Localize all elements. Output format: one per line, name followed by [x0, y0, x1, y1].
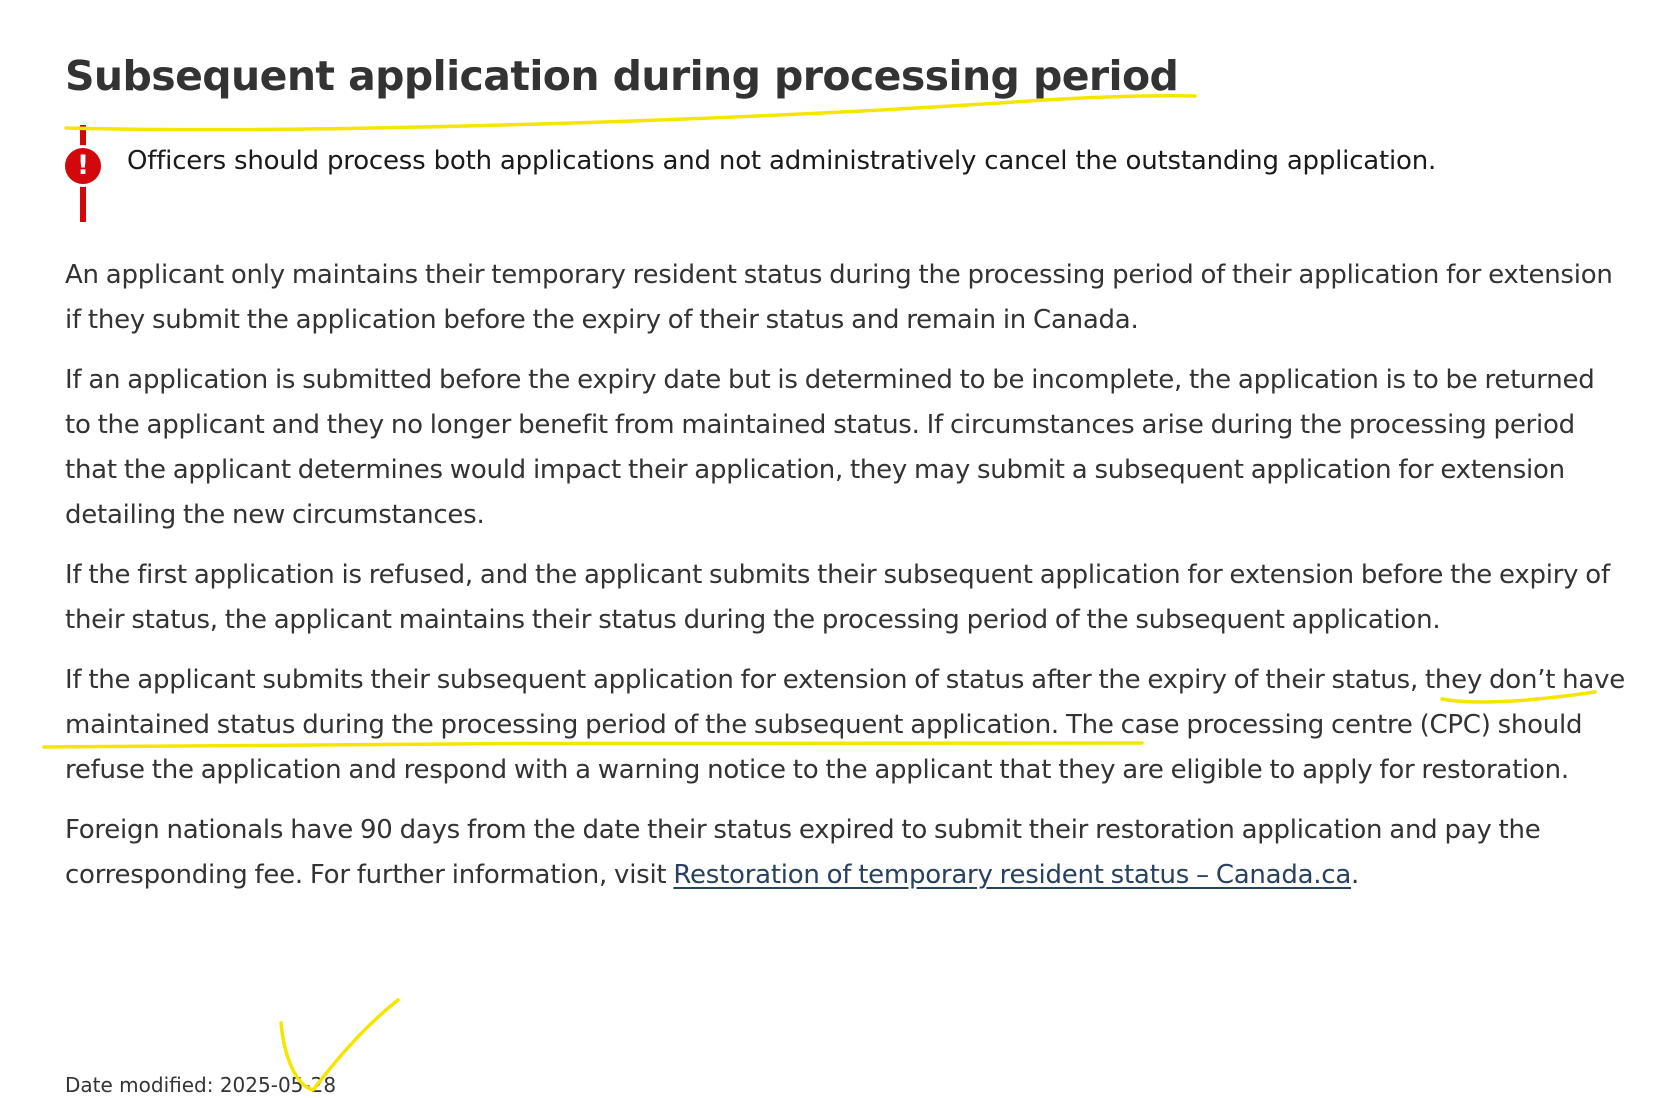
restoration-text: Foreign nationals have 90 days from the date their status expired to submit their restoration application and pay the corresponding fee. For further information, visit	[65, 815, 1541, 890]
alert-text: Officers should process both applications and not administratively cancel the outstanding application.	[127, 146, 1437, 176]
paragraph-incomplete-application: If an application is submitted before the expiry date but is determined to be incomplete, the application is to be returned to the applicant and they no longer benefit from maintained status. If circumstances arise during the processing period that the applicant determines would impact their application, they may submit a subsequent application for extension detailing the new circumstances.	[65, 365, 1595, 530]
paragraph-first-refused: If the first application is refused, and the applicant submits their subsequent application for extension before the expiry of their status, the applicant maintains their status during the processing period of the subsequent application.	[65, 560, 1610, 635]
restoration-period: .	[1351, 860, 1360, 890]
paragraph-restoration	[65, 808, 1625, 898]
date-modified-label: Date modified:	[65, 1073, 220, 1097]
paragraph-maintained-status: An applicant only maintains their temporary resident status during the processing period of their application for extension if they submit the application before the expiry of their status and remain in Canada.	[65, 260, 1613, 335]
main-body	[65, 253, 1625, 913]
exclamation-circle-icon: !	[62, 145, 104, 187]
restoration-link[interactable]: Restoration of temporary resident status – Canada.ca	[673, 860, 1352, 890]
danger-alert	[65, 122, 1605, 222]
page-title: Subsequent application during processing period	[65, 52, 1179, 100]
paragraph-after-expiry: If the applicant submits their subsequent application for extension of status after the expiry of their status, they don’t have maintained status during the processing period of the subsequent application. The case processing centre (CPC) should refuse the application and respond with a warning notice to the applicant that they are eligible to apply for restoration.	[65, 665, 1625, 785]
date-modified	[65, 1073, 336, 1097]
date-modified-value: 2025-05-28	[219, 1073, 337, 1097]
